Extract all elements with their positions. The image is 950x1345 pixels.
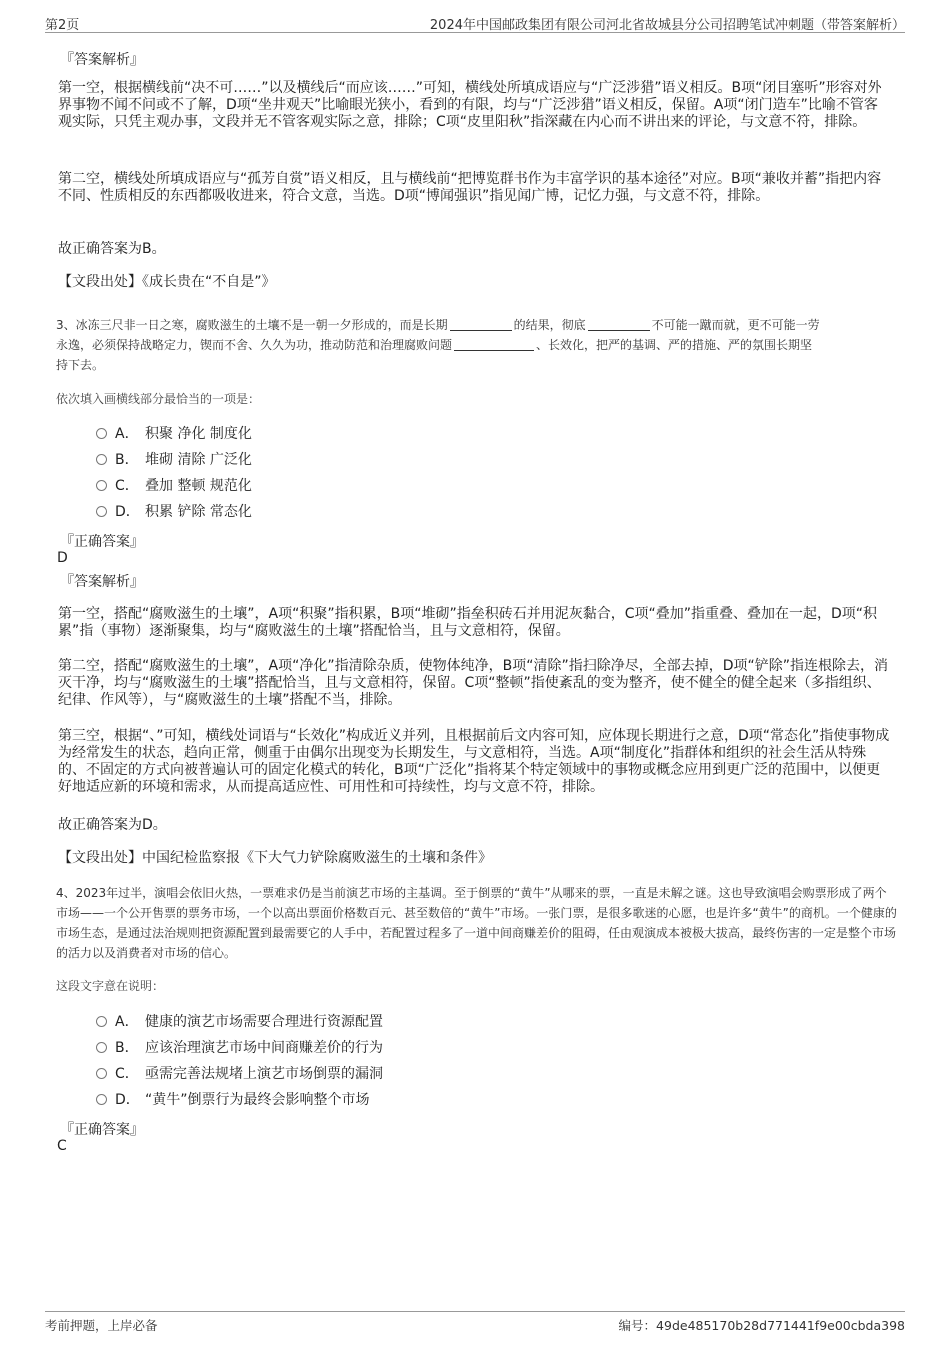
q4-prompt: 这段文字意在说明：: [56, 979, 165, 993]
q3-option-b[interactable]: B． 堆砌 清除 广泛化: [96, 450, 252, 470]
q3-analysis-label: 『答案解析』: [60, 574, 144, 590]
q3-option-a[interactable]: A． 积聚 净化 制度化: [96, 424, 252, 444]
q3-stem: 3、冰冻三尺非一日之寒，腐败滋生的土壤不是一朝一夕形成的，而是长期 的结果，彻底 不可能一蹴而就，更不可能一劳 永逸，必须保持战略定力，锲而不舍、久久为功，推动防范和治理腐败问题 、长效化，把严的基调、严的措施、严的氛围长期坚 持下去。: [56, 318, 820, 372]
q4-option-c[interactable]: C． 亟需完善法规堵上演艺市场倒票的漏洞: [96, 1064, 383, 1084]
radio-icon[interactable]: [96, 454, 107, 465]
answer-blank: [450, 318, 512, 331]
q4-answer: C: [57, 1138, 67, 1154]
radio-icon[interactable]: [96, 1042, 107, 1053]
footer-slogan: 考前押题，上岸必备: [45, 1318, 158, 1333]
radio-icon[interactable]: [96, 1016, 107, 1027]
q2-conclusion: 故正确答案为B。: [58, 241, 166, 257]
answer-blank: [454, 338, 534, 351]
q3-conclusion: 故正确答案为D。: [58, 817, 167, 833]
radio-icon[interactable]: [96, 480, 107, 491]
q4-answer-label: 『正确答案』: [60, 1122, 144, 1138]
radio-icon[interactable]: [96, 428, 107, 439]
q3-analysis-para3: 第三空，根据“、”可知，横线处词语与“长效化”构成近义并列，且根据前后文内容可知，应体现长期进行之意，D项“常态化”指使事物成为经常发生的状态，趋向正常，侧重于由偶尔出现变为长期发生，与文意相符，当选。A项“制度化”指群体和组织的社会生活从特殊的、不固定的方式向被普遍认可的固定化模式的转化，B项“广泛化”指将某个特定领域中的事物或概念应用到更广泛的范围中，以便更好地适应新的环境和需求，从而提高适应性、可用性和可持续性，均与文意不符，排除。: [58, 728, 890, 795]
q2-analysis-para1: 第一空，根据横线前“决不可……”以及横线后“而应该……”可知，横线处所填成语应与“广泛涉猎”语义相反。B项“闭目塞听”形容对外界事物不闻不问或不了解，D项“坐井观天”比喻眼光狭小，看到的有限，均与“广泛涉猎”语义相反，保留。A项“闭门造车”比喻不管客观实际，只凭主观办事，文段并无不管客观实际之意，排除；C项“皮里阳秋”指深藏在内心而不讲出来的评论，与文意不符，排除。: [58, 80, 882, 130]
q3-prompt: 依次填入画横线部分最恰当的一项是：: [56, 392, 261, 406]
radio-icon[interactable]: [96, 1068, 107, 1079]
q3-analysis-para2: 第二空，搭配“腐败滋生的土壤”，A项“净化”指清除杂质，使物体纯净，B项“清除”指扫除净尽，全部去掉，D项“铲除”指连根除去，消灭干净，均与“腐败滋生的土壤”搭配恰当，且与文意相符，保留。C项“整顿”指使紊乱的变为整齐，使不健全的健全起来（多指组织、纪律、作风等），与“腐败滋生的土壤”搭配不当，排除。: [58, 658, 888, 708]
page-number: 第2页: [45, 18, 80, 33]
q4-option-b[interactable]: B． 应该治理演艺市场中间商赚差价的行为: [96, 1038, 383, 1058]
document-title: 2024年中国邮政集团有限公司河北省故城县分公司招聘笔试冲刺题（带答案解析）: [429, 18, 905, 33]
page-footer: [45, 1311, 905, 1336]
q2-analysis-label: 『答案解析』: [60, 52, 144, 68]
q4-stem: 4、2023年过半，演唱会依旧火热，一票难求仍是当前演艺市场的主基调。至于倒票的“黄牛”从哪来的票，一直是未解之谜。这也导致演唱会购票形成了两个市场——一个公开售票的票务市场，一个以高出票面价格数百元、甚至数倍的“黄牛”市场。一张门票，是很多歌迷的心愿，也是许多“黄牛”的商机。一个健康的市场生态，是通过法治规则把资源配置到最需要它的人手中，若配置过程多了一道中间商赚差价的阻碍，任由观演成本被极大拔高，最终伤害的一定是整个市场的活力以及消费者对市场的信心。: [56, 886, 897, 960]
q3-analysis-para1: 第一空，搭配“腐败滋生的土壤”，A项“积聚”指积累，B项“堆砌”指垒积砖石并用泥灰黏合，C项“叠加”指重叠、叠加在一起，D项“积累”指（事物）逐渐聚集，均与“腐败滋生的土壤”搭配恰当，且与文意相符，保留。: [58, 606, 878, 639]
q4-option-d[interactable]: D． “黄牛”倒票行为最终会影响整个市场: [96, 1090, 370, 1110]
radio-icon[interactable]: [96, 1094, 107, 1105]
q2-source: 【文段出处】《成长贵在“不自是”》: [58, 274, 276, 290]
q4-option-a[interactable]: A． 健康的演艺市场需要合理进行资源配置: [96, 1012, 383, 1032]
q3-option-d[interactable]: D． 积累 铲除 常态化: [96, 502, 252, 522]
q2-analysis-para2: 第二空，横线处所填成语应与“孤芳自赏”语义相反，且与横线前“把博览群书作为丰富学识的基本途径”对应。B项“兼收并蓄”指把内容不同、性质相反的东西都吸收进来，符合文意，当选。D项“博闻强识”指见闻广博，记忆力强，与文意不符，排除。: [58, 171, 882, 204]
q3-answer-label: 『正确答案』: [60, 534, 144, 550]
page-header: [45, 12, 905, 33]
answer-blank: [588, 318, 650, 331]
radio-icon[interactable]: [96, 506, 107, 517]
q3-option-c[interactable]: C． 叠加 整顿 规范化: [96, 476, 252, 496]
document-id: 编号：49de485170b28d771441f9e00cbda398: [618, 1318, 905, 1333]
q3-source: 【文段出处】中国纪检监察报《下大气力铲除腐败滋生的土壤和条件》: [58, 850, 492, 866]
q3-answer: D: [57, 550, 68, 566]
